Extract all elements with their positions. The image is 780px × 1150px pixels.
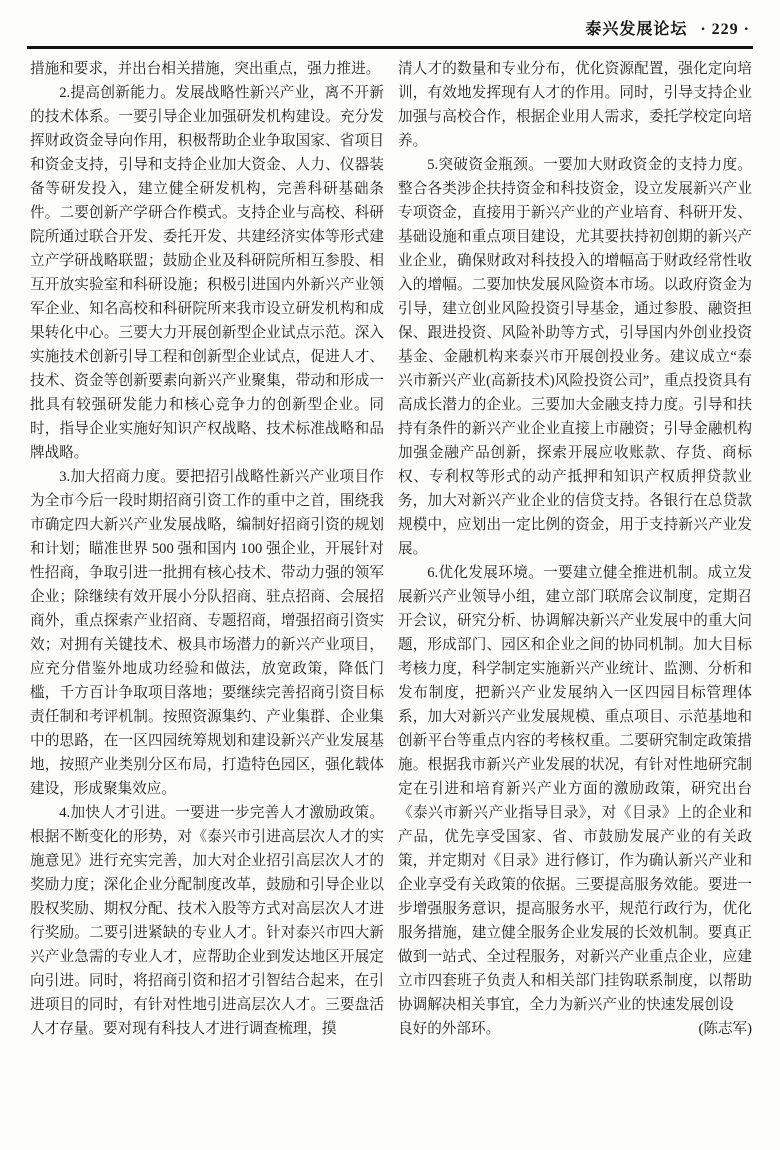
paragraph-innovation: 2.提高创新能力。发展战略性新兴产业，离不开新的技术体系。一要引导企业加强研发机构建设。充分发挥财政资金导向作用，积极帮助企业争取国家、省项目和资金支持，引导和支持企业加大资金、人力、仪器装备等研发投入，建立健全研发机构，完善科研基础条件。二要创新产学研合作模式。支持企业与高校、科研院所通过联合开发、委托开发、共建经济实体等形式建立产学研战略联盟；鼓励企业及科研院所相互参股、相互开放实验室和科研设施；积极引进国内外新兴产业领军企业、知名高校和科研院所来我市设立研发机构和成果转化中心。三要大力开展创新型企业试点示范。深入实施技术创新引导工程和创新型企业试点，促进人才、技术、资金等创新要素向新兴产业聚集，带动和形成一批具有较强研发能力和核心竞争力的创新型企业。同时，指导企业实施好知识产权战略、技术标准战略和品牌战略。 (30, 85, 384, 461)
journal-title: 泰兴发展论坛 (585, 21, 688, 38)
page-number: · 229 · (700, 21, 750, 38)
closing-line (398, 1017, 752, 1041)
paragraph-continuation: 措施和要求，并出台相关措施，突出重点，强力推进。 (30, 61, 381, 77)
left-column (30, 57, 384, 1041)
paragraph-investment-attraction: 3.加大招商力度。要把招引战略性新兴产业项目作为全市今后一段时期招商引资工作的重中之首，围绕我市确定四大新兴产业发展战略，编制好招商引资的规划和计划；瞄准世界 500 强和国内 100 强企业，开展针对性招商，争取引进一批拥有核心技术、带动力强的领军企业；除继续有效开展小分队招商、驻点招商、会展招商外，重点探索产业招商、专题招商，增强招商引资实效；对拥有关键技术、极具市场潜力的新兴产业项目，应充分借鉴外地成功经验和做法，放宽政策，降低门槛，千方百计争取项目落地；要继续完善招商引资目标责任制和考评机制。按照资源集约、产业集群、企业集中的思路，在一区四园统筹规划和建设新兴产业发展基地，按照产业类别分区布局，打造特色园区，强化载体建设，形成聚集效应。 (30, 469, 384, 797)
paragraph-talent: 4.加快人才引进。一要进一步完善人才激励政策。根据不断变化的形势，对《泰兴市引进高层次人才的实施意见》进行充实完善，加大对企业招引高层次人才的奖励力度；深化企业分配制度改革，鼓励和引导企业以股权奖励、期权分配、技术入股等方式对高层次人才进行奖励。二要引进紧缺的专业人才。针对泰兴市四大新兴产业急需的专业人才，应帮助企业到发达地区开展定向引进。同时，将招商引资和招才引智结合起来，在引进项目的同时，有针对性地引进高层次人才。三要盘活人才存量。要对现有科技人才进行调查梳理，摸 (30, 805, 384, 1037)
right-column (398, 57, 752, 1041)
page-header (28, 16, 750, 39)
header-divider (27, 46, 753, 49)
paragraph-talent-continuation: 清人才的数量和专业分布，优化资源配置，强化定向培训，有效地发挥现有人才的作用。同时，引导支持企业加强与高校合作，根据企业用人需求，委托学校定向培养。 (398, 61, 752, 149)
paragraph-environment: 6.优化发展环境。一要建立健全推进机制。成立发展新兴产业领导小组，建立部门联席会议制度，定期召开会议，研究分析、协调解决新兴产业发展中的重大问题，形成部门、园区和企业之间的协同机制。加大目标考核力度，科学制定实施新兴产业统计、监测、分析和发布制度，把新兴产业发展纳入一区四园目标管理体系，加大对新兴产业发展规模、重点项目、示范基地和创新平台等重点内容的考核权重。二要研究制定政策措施。根据我市新兴产业发展的状况，有针对性地研究制定在引进和培育新兴产业方面的激励政策，研究出台《泰兴市新兴产业指导目录》，对《目录》上的企业和产品，优先享受国家、省、市鼓励发展产业的有关政策，并定期对《目录》进行修订，作为确认新兴产业和企业享受有关政策的依据。三要提高服务效能。要进一步增强服务意识，提高服务水平，规范行政行为，优化服务措施，建立健全服务企业发展的长效机制。要真正做到一站式、全过程服务，对新兴产业重点企业，应建立市四套班子负责人和相关部门挂钩联系制度，以帮助协调解决相关事宜，全力为新兴产业的快速发展创设 (398, 565, 752, 1013)
paragraph-funding: 5.突破资金瓶颈。一要加大财政资金的支持力度。整合各类涉企扶持资金和科技资金，设立发展新兴产业专项资金，直接用于新兴产业的产业培育、科研开发、基础设施和重点项目建设，尤其要扶持初创期的新兴产业企业，确保财政对科技投入的增幅高于财政经常性收入的增幅。二要加快发展风险资本市场。以政府资金为引导，建立创业风险投资引导基金，通过参股、融资担保、跟进投资、风险补助等方式，引导国内外创业投资基金、金融机构来泰兴市开展创投业务。建议成立“泰兴市新兴产业(高新技术)风险投资公司”，重点投资具有高成长潜力的企业。三要加大金融支持力度。引导和扶持有条件的新兴产业企业直接上市融资；引导金融机构加强金融产品创新，探索开展应收账款、存货、商标权、专利权等形式的动产抵押和知识产权质押贷款业务，加大对新兴产业企业的信贷支持。各银行在总贷款规模中，应划出一定比例的资金，用于支持新兴产业发展。 (398, 157, 752, 557)
article-body (30, 57, 752, 1041)
closing-text: 良好的外部环。 (398, 1021, 501, 1037)
author-signature: (陈志军) (698, 1021, 752, 1037)
